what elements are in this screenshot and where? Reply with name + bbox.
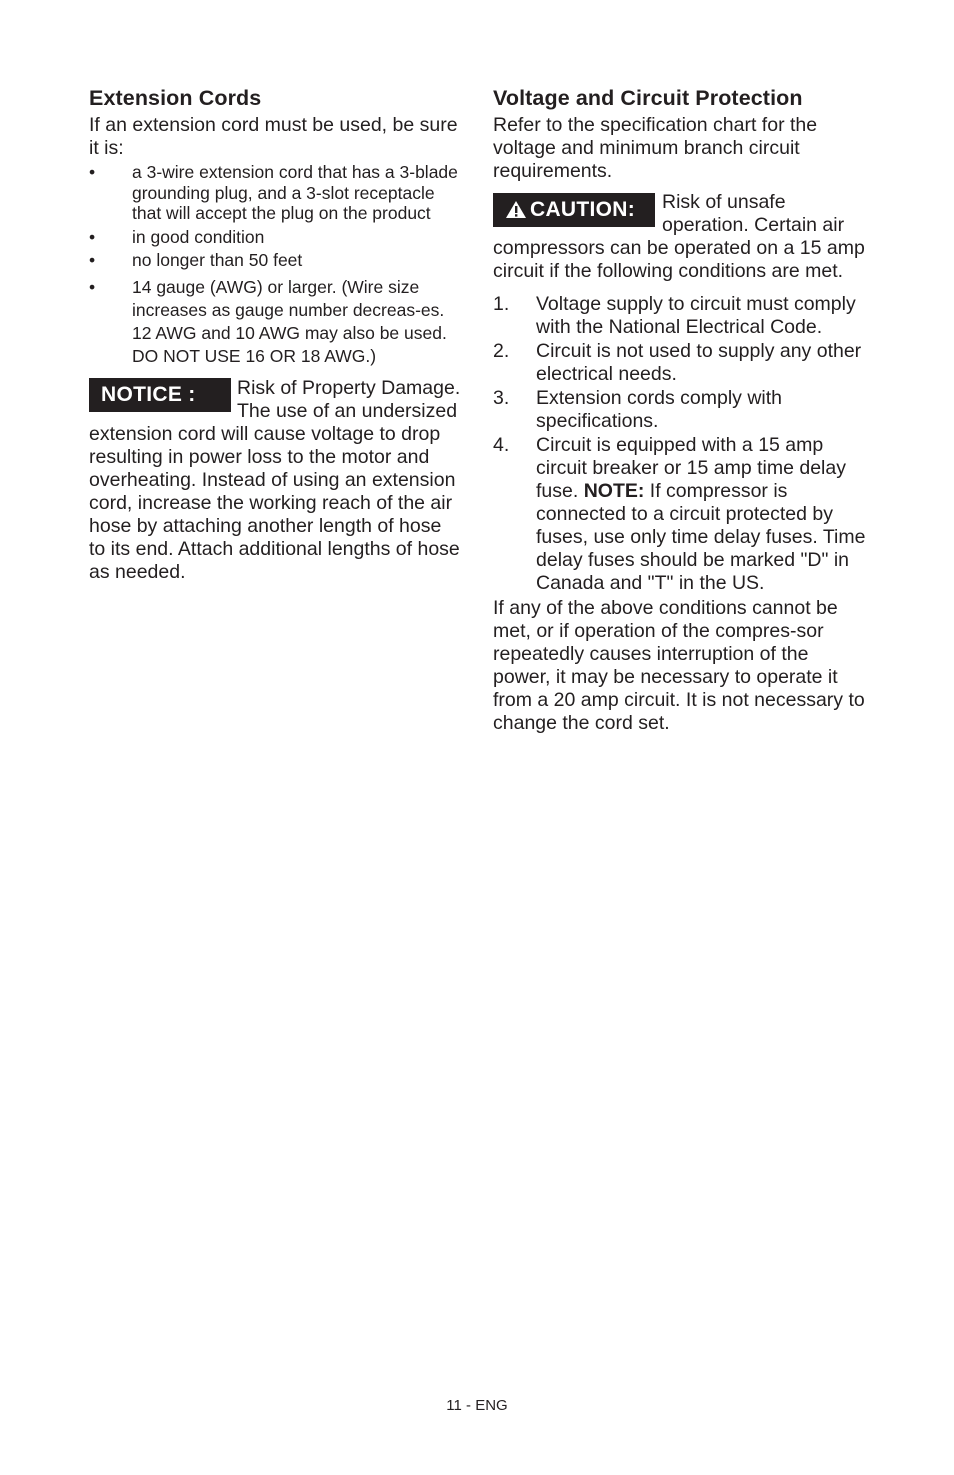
caution-block: [493, 191, 869, 283]
notice-text: Risk of Property Damage. The use of an undersized extension cord will cause voltage to drop resulting in power loss to the motor and overheating. Instead of using an extension cord, increase the working reach of the air hose by attaching another length of hose to its end. Attach additional lengths of hose as needed.: [89, 376, 461, 583]
notice-block: [89, 377, 463, 584]
list-item: • a 3-wire extension cord that has a 3-blade grounding plug, and a 3-slot receptacle that will accept the plug on the product: [89, 162, 463, 224]
step-number: 1.: [493, 293, 510, 315]
extension-cord-requirements-list: [89, 162, 463, 368]
caution-label-box: [493, 193, 655, 227]
warning-triangle-icon: [505, 200, 527, 219]
page-number: 11 - ENG: [446, 1397, 508, 1414]
step-text: Extension cords comply with specifications.: [536, 387, 783, 432]
step-text: Circuit is not used to supply any other electrical needs.: [536, 340, 862, 385]
step-number: 3.: [493, 387, 510, 409]
step-text: Circuit is equipped with a 15 amp circuit breaker or 15 amp time delay fuse.: [536, 434, 846, 502]
list-item: [493, 434, 869, 595]
step-text: If compressor is connected to a circuit protected by fuses, use only time delay fuses. Time delay fuses should be marked "D" in Canada and "T" in the US.: [536, 480, 866, 594]
note-label: NOTE:: [583, 480, 645, 502]
list-item: • in good condition: [89, 227, 463, 248]
closing-paragraph: If any of the above conditions cannot be met, or if operation of the compres-sor repeatedly causes interruption of the power, it may be necessary to operate it from a 20 amp circuit. It is not necessary to change the cord set.: [493, 597, 865, 734]
caution-text: Risk of unsafe operation. Certain air compressors can be operated on a 15 amp circuit if the following conditions are met.: [493, 191, 865, 282]
extension-cords-section: [89, 84, 463, 584]
step-number: 4.: [493, 434, 510, 456]
list-item: [493, 340, 869, 386]
caution-label: CAUTION:: [530, 198, 636, 221]
step-number: 2.: [493, 340, 510, 362]
extension-cords-heading: Extension Cords: [89, 86, 262, 110]
list-item: [493, 387, 869, 433]
voltage-circuit-section: [493, 84, 869, 735]
voltage-circuit-heading: Voltage and Circuit Protection: [493, 86, 803, 110]
list-item: [493, 293, 869, 339]
circuit-conditions-list: [493, 293, 869, 595]
step-text: Voltage supply to circuit must comply with the National Electrical Code.: [536, 293, 856, 338]
extension-cords-intro: If an extension cord must be used, be sure it is:: [89, 114, 458, 159]
list-item: • no longer than 50 feet: [89, 250, 463, 271]
voltage-circuit-intro: Refer to the specification chart for the voltage and minimum branch circuit requirements.: [493, 114, 818, 182]
list-item: • 14 gauge (AWG) or larger. (Wire size increases as gauge number decreas-es. 12 AWG and 10 AWG may also be used. DO NOT USE 16 OR 18 AWG.): [89, 276, 463, 368]
notice-label: NOTICE :: [89, 378, 231, 412]
